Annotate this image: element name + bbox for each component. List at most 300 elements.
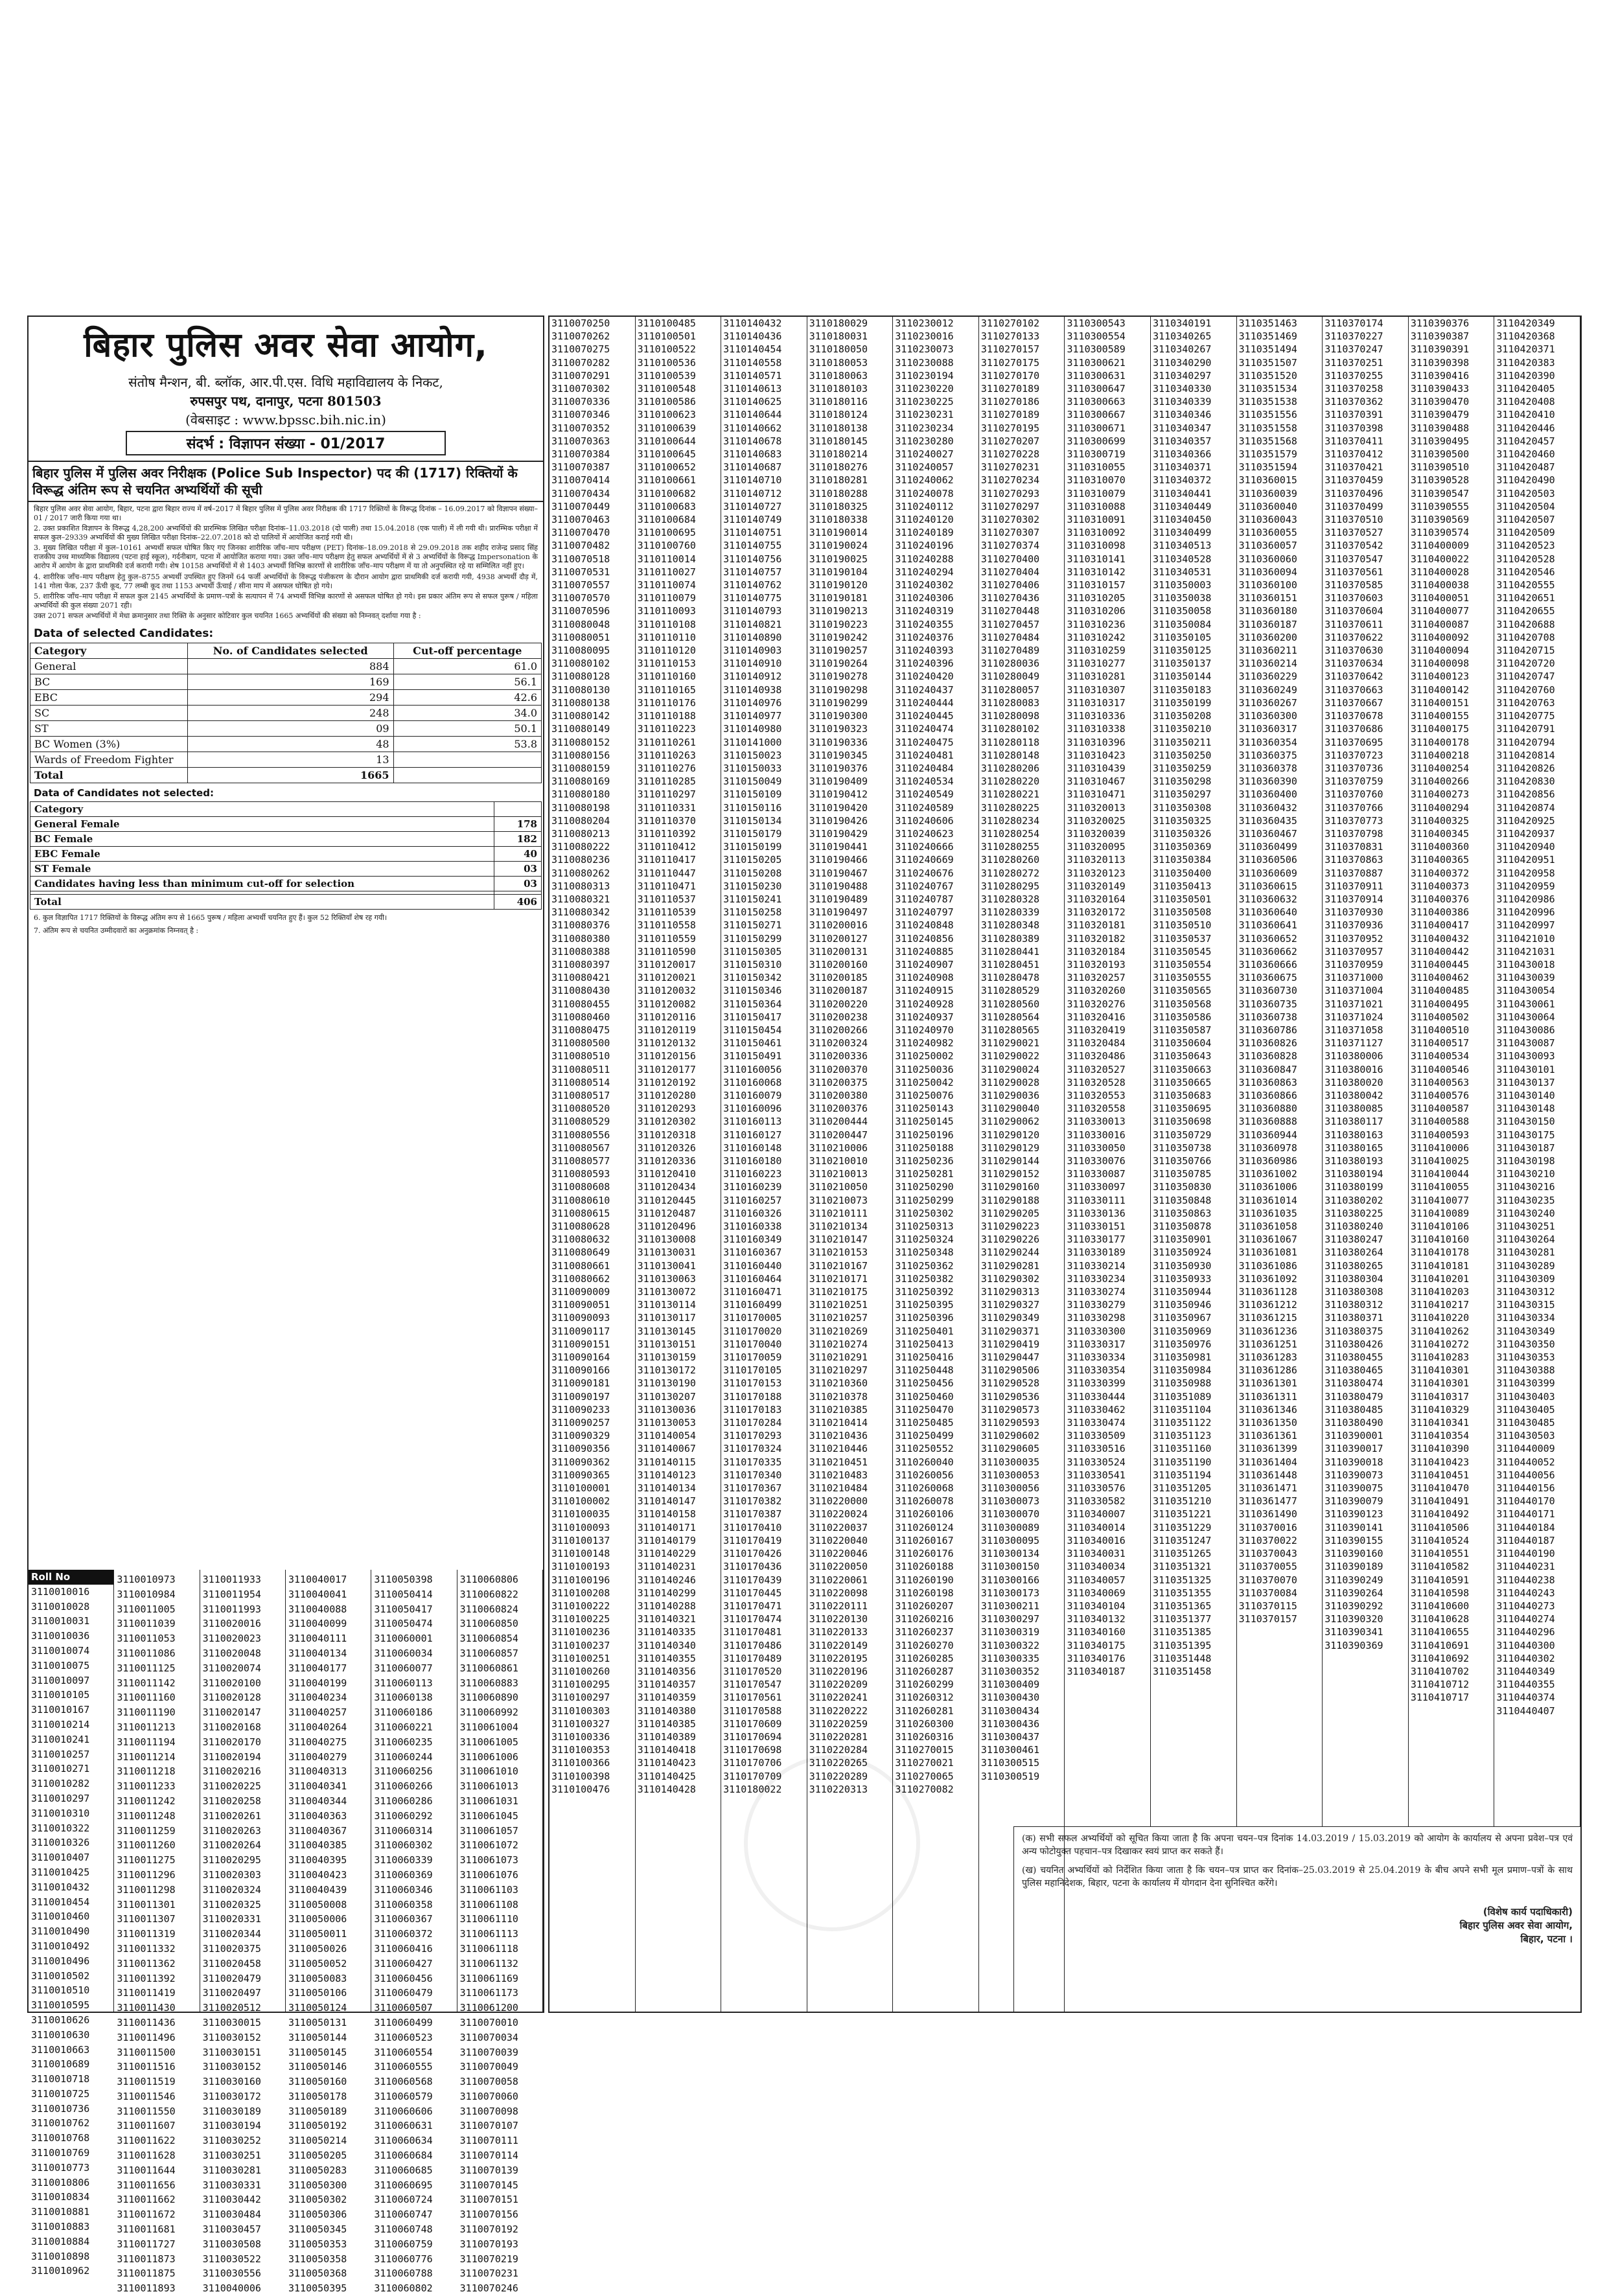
roll-number: 3110380375 — [1324, 1325, 1383, 1337]
roll-number: 3110370911 — [1324, 880, 1383, 892]
roll-number: 3110080051 — [551, 631, 610, 643]
roll-number: 3110400373 — [1410, 880, 1470, 892]
roll-number: 3110140454 — [723, 343, 782, 356]
roll-number: 3110410044 — [1410, 1168, 1470, 1180]
roll-number: 3110150454 — [723, 1024, 782, 1036]
roll-number: 3110340330 — [1153, 383, 1212, 395]
roll-number: 3110010028 — [31, 1600, 90, 1613]
roll-number: 3110011607 — [117, 2120, 176, 2132]
roll-number: 3110110079 — [637, 592, 696, 604]
roll-number: 3110400502 — [1410, 1011, 1470, 1023]
roll-number: 3110210050 — [809, 1181, 868, 1193]
roll-number: 3110370930 — [1324, 906, 1383, 919]
roll-number: 3110290528 — [980, 1377, 1040, 1390]
roll-number: 3110050146 — [288, 2061, 347, 2073]
roll-number: 3110120302 — [637, 1116, 696, 1128]
table-row — [30, 876, 542, 891]
roll-number: 3110330274 — [1067, 1286, 1126, 1298]
roll-number: 3110250456 — [895, 1377, 954, 1390]
roll-number: 3110070570 — [551, 592, 610, 604]
roll-number: 3110361477 — [1238, 1495, 1297, 1508]
roll-number: 3110080388 — [551, 945, 610, 958]
roll-number: 3110090197 — [551, 1390, 610, 1403]
selected-table-title: Data of selected Candidates: — [34, 626, 214, 640]
roll-number: 3110190412 — [809, 788, 868, 801]
roll-number: 3110430353 — [1496, 1351, 1555, 1364]
roll-number: 3110080156 — [551, 749, 610, 761]
roll-number: 3110070262 — [551, 330, 610, 343]
roll-number: 3110060606 — [374, 2105, 433, 2117]
roll-number: 3110110165 — [637, 683, 696, 696]
roll-number: 3110300437 — [980, 1730, 1040, 1743]
roll-column — [1494, 317, 1580, 1826]
roll-number: 3110050192 — [288, 2120, 347, 2132]
roll-number: 3110080475 — [551, 1024, 610, 1036]
roll-number: 3110420349 — [1496, 317, 1555, 329]
roll-number: 3110270448 — [980, 605, 1040, 617]
roll-number: 3110360200 — [1238, 631, 1297, 643]
roll-number: 3110060684 — [374, 2150, 433, 2162]
roll-number: 3110430350 — [1496, 1338, 1555, 1350]
roll-number: 3110400546 — [1410, 1063, 1470, 1075]
roll-number: 3110061045 — [459, 1809, 518, 1822]
roll-number: 3110060186 — [374, 1706, 433, 1719]
roll-number: 3110190120 — [809, 579, 868, 591]
roll-number: 3110100236 — [551, 1626, 610, 1638]
roll-number: 3110320172 — [1067, 906, 1126, 919]
roll-number: 3110030457 — [202, 2223, 261, 2236]
roll-number: 3110080142 — [551, 710, 610, 722]
roll-number: 3110250348 — [895, 1246, 954, 1259]
roll-number: 3110330317 — [1067, 1338, 1126, 1350]
roll-number: 3110230012 — [895, 317, 954, 329]
roll-number: 3110230234 — [895, 422, 954, 434]
roll-number: 3110061108 — [459, 1898, 518, 1911]
roll-number: 3110390495 — [1410, 435, 1470, 447]
roll-number: 3110070470 — [551, 527, 610, 539]
roll-number: 3110280441 — [980, 945, 1040, 958]
roll-number: 3110011628 — [117, 2150, 176, 2162]
roll-number: 3110100297 — [551, 1692, 610, 1704]
roll-number: 3110020016 — [202, 1618, 261, 1630]
roll-number: 3110360057 — [1238, 540, 1297, 552]
roll-column — [114, 1570, 200, 2295]
roll-number: 3110010326 — [31, 1837, 90, 1849]
roll-number: 3110061118 — [459, 1942, 518, 1955]
roll-number: 3110110160 — [637, 671, 696, 683]
roll-number: 3110350924 — [1153, 1246, 1212, 1259]
roll-number: 3110300671 — [1067, 422, 1126, 434]
roll-number: 3110360652 — [1238, 932, 1297, 945]
roll-number: 3110390160 — [1324, 1548, 1383, 1560]
roll-number: 3110220222 — [809, 1705, 868, 1717]
roll-number: 3110011496 — [117, 2031, 176, 2043]
roll-number: 3110400417 — [1410, 919, 1470, 932]
roll-number: 3110371000 — [1324, 972, 1383, 984]
roll-number: 3110330576 — [1067, 1482, 1126, 1495]
roll-number: 3110120177 — [637, 1063, 696, 1075]
roll-number: 3110060776 — [374, 2253, 433, 2265]
roll-number: 3110390292 — [1324, 1600, 1383, 1612]
roll-number: 3110420651 — [1496, 592, 1555, 604]
roll-number: 3110340031 — [1067, 1548, 1126, 1560]
roll-number: 3110370957 — [1324, 945, 1383, 958]
roll-number: 3110430235 — [1496, 1194, 1555, 1206]
roll-number: 3110140751 — [723, 527, 782, 539]
roll-number: 3110170445 — [723, 1587, 782, 1599]
roll-number: 3110190014 — [809, 527, 868, 539]
roll-number: 3110400123 — [1410, 671, 1470, 683]
roll-number: 3110070231 — [459, 2267, 518, 2280]
roll-number: 3110360187 — [1238, 618, 1297, 630]
roll-number: 3110190345 — [809, 749, 868, 761]
roll-number: 3110400462 — [1410, 972, 1470, 984]
roll-number: 3110140912 — [723, 671, 782, 683]
roll-number: 3110350698 — [1153, 1116, 1212, 1128]
table-cell: 03 — [494, 861, 542, 876]
roll-number: 3110110014 — [637, 553, 696, 565]
roll-number: 3110070060 — [459, 2090, 518, 2102]
roll-number: 3110350211 — [1153, 736, 1212, 748]
roll-number: 3110350038 — [1153, 592, 1212, 604]
roll-number: 3110290536 — [980, 1390, 1040, 1403]
roll-number: 3110361035 — [1238, 1207, 1297, 1219]
roll-number: 3110020261 — [202, 1809, 261, 1822]
roll-number: 3110100225 — [551, 1613, 610, 1625]
roll-number: 3110270297 — [980, 500, 1040, 512]
roll-number: 3110170153 — [723, 1377, 782, 1390]
roll-number: 3110290419 — [980, 1338, 1040, 1350]
roll-number: 3110270189 — [980, 383, 1040, 395]
roll-number: 3110240196 — [895, 540, 954, 552]
roll-number: 3110140938 — [723, 683, 782, 696]
roll-number: 3110120017 — [637, 958, 696, 970]
roll-number: 3110410591 — [1410, 1574, 1470, 1586]
roll-number: 3110260270 — [895, 1639, 954, 1651]
roll-number: 3110400294 — [1410, 801, 1470, 814]
roll-number: 3110380193 — [1324, 1155, 1383, 1167]
roll-number: 3110400155 — [1410, 710, 1470, 722]
roll-number: 3110360015 — [1238, 474, 1297, 487]
roll-number: 3110360354 — [1238, 736, 1297, 748]
roll-number: 3110290021 — [980, 1037, 1040, 1050]
roll-number: 3110130053 — [637, 1417, 696, 1429]
table-cell — [494, 801, 542, 816]
roll-number: 3110160079 — [723, 1089, 782, 1101]
roll-number: 3110371021 — [1324, 998, 1383, 1010]
roll-number: 3110280118 — [980, 736, 1040, 748]
roll-number: 3110010241 — [31, 1733, 90, 1745]
roll-number: 3110370362 — [1324, 396, 1383, 408]
roll-number: 3110020168 — [202, 1721, 261, 1733]
roll-number: 3110351247 — [1153, 1534, 1212, 1546]
roll-number: 3110060695 — [374, 2179, 433, 2191]
roll-number: 3110240666 — [895, 841, 954, 853]
roll-number: 3110140755 — [723, 540, 782, 552]
roll-number: 3110290302 — [980, 1272, 1040, 1285]
roll-number: 3110360180 — [1238, 605, 1297, 617]
roll-number: 3110420371 — [1496, 343, 1555, 356]
roll-number: 3110080661 — [551, 1259, 610, 1272]
roll-number: 3110050417 — [374, 1603, 433, 1615]
roll-number: 3110150271 — [723, 919, 782, 932]
roll-number: 3110250448 — [895, 1364, 954, 1377]
roll-number: 3110350199 — [1153, 696, 1212, 709]
roll-number: 3110160180 — [723, 1155, 782, 1167]
table-cell: EBC Female — [30, 846, 494, 861]
roll-number: 3110400345 — [1410, 827, 1470, 840]
roll-number: 3110170367 — [723, 1482, 782, 1495]
roll-number: 3110020303 — [202, 1868, 261, 1881]
roll-number: 3110310259 — [1067, 645, 1126, 657]
roll-number: 3110020170 — [202, 1736, 261, 1748]
roll-number: 3110360675 — [1238, 972, 1297, 984]
roll-number: 3110100501 — [637, 330, 696, 343]
roll-number: 3110280102 — [980, 723, 1040, 735]
roll-number: 3110060854 — [459, 1633, 518, 1645]
roll-number: 3110180103 — [809, 383, 868, 395]
roll-number: 3110140977 — [723, 710, 782, 722]
table-cell: Candidates having less than minimum cut-off for selection — [30, 876, 494, 891]
roll-number: 3110360632 — [1238, 893, 1297, 905]
roll-number: 3110011993 — [202, 1603, 261, 1615]
roll-number: 3110170188 — [723, 1390, 782, 1403]
roll-number: 3110440052 — [1496, 1456, 1555, 1468]
roll-number: 3110350084 — [1153, 618, 1212, 630]
roll-number: 3110351355 — [1153, 1587, 1212, 1599]
roll-number: 3110120326 — [637, 1142, 696, 1154]
roll-number: 3110440009 — [1496, 1443, 1555, 1455]
roll-number: 3110170040 — [723, 1338, 782, 1350]
roll-number: 3110260207 — [895, 1600, 954, 1612]
roll-number: 3110300436 — [980, 1717, 1040, 1730]
roll-number: 3110011301 — [117, 1898, 176, 1911]
roll-number: 3110010768 — [31, 2132, 90, 2144]
roll-number: 3110020331 — [202, 1913, 261, 1925]
roll-number: 3110350944 — [1153, 1286, 1212, 1298]
roll-number: 3110210291 — [809, 1351, 868, 1364]
roll-number: 3110410598 — [1410, 1587, 1470, 1599]
roll-number: 3110020344 — [202, 1928, 261, 1940]
roll-number: 3110040395 — [288, 1854, 347, 1866]
roll-number: 3110361471 — [1238, 1482, 1297, 1495]
roll-number: 3110250143 — [895, 1103, 954, 1115]
roll-number: 3110040367 — [288, 1824, 347, 1837]
roll-number: 3110220130 — [809, 1613, 868, 1625]
roll-number: 3110410089 — [1410, 1207, 1470, 1219]
roll-number: 3110140436 — [723, 330, 782, 343]
roll-number: 3110040111 — [288, 1633, 347, 1645]
roll-number: 3110351160 — [1153, 1443, 1212, 1455]
roll-number: 3110320025 — [1067, 814, 1126, 827]
roll-number: 3110160127 — [723, 1129, 782, 1141]
roll-number: 3110380479 — [1324, 1390, 1383, 1403]
faint-watermark-seal — [744, 1755, 920, 1931]
table-row — [30, 658, 542, 674]
roll-number: 3110360640 — [1238, 906, 1297, 919]
roll-number: 3110400576 — [1410, 1089, 1470, 1101]
roll-number: 3110410691 — [1410, 1639, 1470, 1651]
roll-number: 3110110417 — [637, 854, 696, 866]
roll-number: 3110320149 — [1067, 880, 1126, 892]
roll-number: 3110110590 — [637, 945, 696, 958]
roll-number: 3110100760 — [637, 540, 696, 552]
roll-number: 3110120116 — [637, 1011, 696, 1023]
roll-number: 3110120496 — [637, 1221, 696, 1233]
roll-number: 3110190489 — [809, 893, 868, 905]
roll-number: 3110400028 — [1410, 566, 1470, 578]
roll-number: 3110370255 — [1324, 369, 1383, 382]
roll-number: 3110320558 — [1067, 1103, 1126, 1115]
roll-number: 3110370174 — [1324, 317, 1383, 329]
roll-number: 3110200238 — [809, 1011, 868, 1023]
roll-number: 3110360467 — [1238, 827, 1297, 840]
roll-number: 3110170481 — [723, 1626, 782, 1638]
roll-number: 3110361215 — [1238, 1312, 1297, 1324]
roll-number: 3110361086 — [1238, 1259, 1297, 1272]
roll-number: 3110010310 — [31, 1807, 90, 1819]
roll-number: 3110270015 — [895, 1744, 954, 1756]
roll-number: 3110150461 — [723, 1037, 782, 1050]
roll-number: 3110420555 — [1496, 579, 1555, 591]
roll-number: 3110340371 — [1153, 461, 1212, 474]
roll-number: 3110420546 — [1496, 566, 1555, 578]
roll-number: 3110300667 — [1067, 409, 1126, 421]
roll-number: 3110110176 — [637, 696, 696, 709]
roll-number: 3110090164 — [551, 1351, 610, 1364]
roll-number: 3110180325 — [809, 500, 868, 512]
roll-number: 3110240057 — [895, 461, 954, 474]
roll-number: 3110360100 — [1238, 579, 1297, 591]
roll-number: 3110011319 — [117, 1928, 176, 1940]
roll-number: 3110170382 — [723, 1495, 782, 1508]
roll-number: 3110350933 — [1153, 1272, 1212, 1285]
roll-number: 3110350413 — [1153, 880, 1212, 892]
roll-number: 3110250382 — [895, 1272, 954, 1285]
roll-number: 3110420457 — [1496, 435, 1555, 447]
roll-number: 3110010407 — [31, 1852, 90, 1864]
roll-number: 3110020258 — [202, 1795, 261, 1807]
roll-number: 3110141000 — [723, 736, 782, 748]
roll-number: 3110011681 — [117, 2223, 176, 2236]
roll-number: 3110100623 — [637, 409, 696, 421]
roll-number: 3110330189 — [1067, 1246, 1126, 1259]
roll-number: 3110310055 — [1067, 461, 1126, 474]
roll-number: 3110320182 — [1067, 932, 1126, 945]
roll-number: 3110210414 — [809, 1417, 868, 1429]
roll-number: 3110060568 — [374, 2076, 433, 2088]
roll-number: 3110270021 — [895, 1757, 954, 1769]
roll-number: 3110070302 — [551, 383, 610, 395]
roll-number: 3110160068 — [723, 1076, 782, 1088]
roll-number: 3110180138 — [809, 422, 868, 434]
roll-number: 3110310079 — [1067, 487, 1126, 499]
roll-number: 3110361283 — [1238, 1351, 1297, 1364]
roll-number: 3110400178 — [1410, 736, 1470, 748]
roll-number: 3110190213 — [809, 605, 868, 617]
roll-number: 3110011519 — [117, 2076, 176, 2088]
roll-number: 3110140115 — [637, 1456, 696, 1468]
roll-number: 3110370959 — [1324, 958, 1383, 970]
roll-number: 3110240062 — [895, 474, 954, 487]
roll-number: 3110250460 — [895, 1390, 954, 1403]
roll-number: 3110090009 — [551, 1286, 610, 1298]
roll-number: 3110080556 — [551, 1129, 610, 1141]
roll-number: 3110030484 — [202, 2209, 261, 2221]
roll-number: 3110200187 — [809, 985, 868, 997]
roll-number: 3110420408 — [1496, 396, 1555, 408]
roll-number: 3110300070 — [980, 1508, 1040, 1521]
roll-number: 3110420460 — [1496, 448, 1555, 461]
roll-number: 3110010689 — [31, 2058, 90, 2071]
roll-number: 3110390249 — [1324, 1574, 1383, 1586]
roll-number: 3110410301 — [1410, 1364, 1470, 1377]
roll-number: 3110260312 — [895, 1692, 954, 1704]
roll-number: 3110040275 — [288, 1736, 347, 1748]
roll-number: 3110340016 — [1067, 1534, 1126, 1546]
roll-number: 3110070291 — [551, 369, 610, 382]
signature-block — [1022, 1905, 1573, 1946]
roll-number: 3110310439 — [1067, 762, 1126, 774]
roll-number: 3110080152 — [551, 736, 610, 748]
roll-number: 3110050358 — [288, 2253, 347, 2265]
roll-number: 3110430039 — [1496, 972, 1555, 984]
roll-number: 3110370459 — [1324, 474, 1383, 487]
roll-number: 3110200336 — [809, 1050, 868, 1062]
roll-number: 3110270189 — [980, 409, 1040, 421]
roll-number: 3110040041 — [288, 1588, 347, 1600]
roll-number: 3110070145 — [459, 2179, 518, 2191]
roll-number: 3110040385 — [288, 1839, 347, 1852]
roll-number: 3110190488 — [809, 880, 868, 892]
roll-number: 3110420509 — [1496, 527, 1555, 539]
roll-number: 3110420958 — [1496, 867, 1555, 879]
roll-number: 3110060138 — [374, 1692, 433, 1704]
roll-number: 3110010322 — [31, 1822, 90, 1834]
roll-number: 3110100682 — [637, 487, 696, 499]
roll-number: 3110011622 — [117, 2135, 176, 2147]
roll-number: 3110120021 — [637, 972, 696, 984]
roll-number: 3110270404 — [980, 566, 1040, 578]
roll-number: 3110430140 — [1496, 1089, 1555, 1101]
footer-note-b: (ख) चयनित अभ्यर्थियों को निर्देशित किया जाता है कि चयन–पत्र प्राप्त कर दिनांक–25.03.2019 से 25.04.2019 के बीच अपने सभी मूल प्रमाण–पत्रों के साथ पुलिस महानिदेशक, बिहार, पटना के कार्यालय में योगदान देना सुनिश्चित करेंगे। — [1022, 1865, 1573, 1888]
roll-number: 3110260056 — [895, 1469, 954, 1481]
roll-number: 3110180029 — [809, 317, 868, 329]
roll-number: 3110410470 — [1410, 1482, 1470, 1495]
roll-number: 3110240848 — [895, 919, 954, 932]
roll-number: 3110240355 — [895, 618, 954, 630]
roll-number: 3110060507 — [374, 2002, 433, 2014]
roll-number: 3110290028 — [980, 1076, 1040, 1088]
roll-number: 3110440355 — [1496, 1679, 1555, 1691]
roll-number: 3110180053 — [809, 356, 868, 369]
roll-number: 3110070346 — [551, 409, 610, 421]
roll-number: 3110360043 — [1238, 514, 1297, 526]
roll-number: 3110080128 — [551, 671, 610, 683]
roll-number: 3110120434 — [637, 1181, 696, 1193]
roll-number: 3110430198 — [1496, 1155, 1555, 1167]
roll-number: 3110150049 — [723, 775, 782, 788]
roll-number: 3110400445 — [1410, 958, 1470, 970]
roll-number: 3110320013 — [1067, 801, 1126, 814]
table-row — [30, 752, 542, 767]
roll-number: 3110030151 — [202, 2046, 261, 2058]
roll-number: 3110350565 — [1153, 985, 1212, 997]
roll-column — [286, 1570, 371, 2295]
roll-number: 3110350400 — [1153, 867, 1212, 879]
roll-number: 3110360735 — [1238, 998, 1297, 1010]
roll-number: 3110100303 — [551, 1705, 610, 1717]
